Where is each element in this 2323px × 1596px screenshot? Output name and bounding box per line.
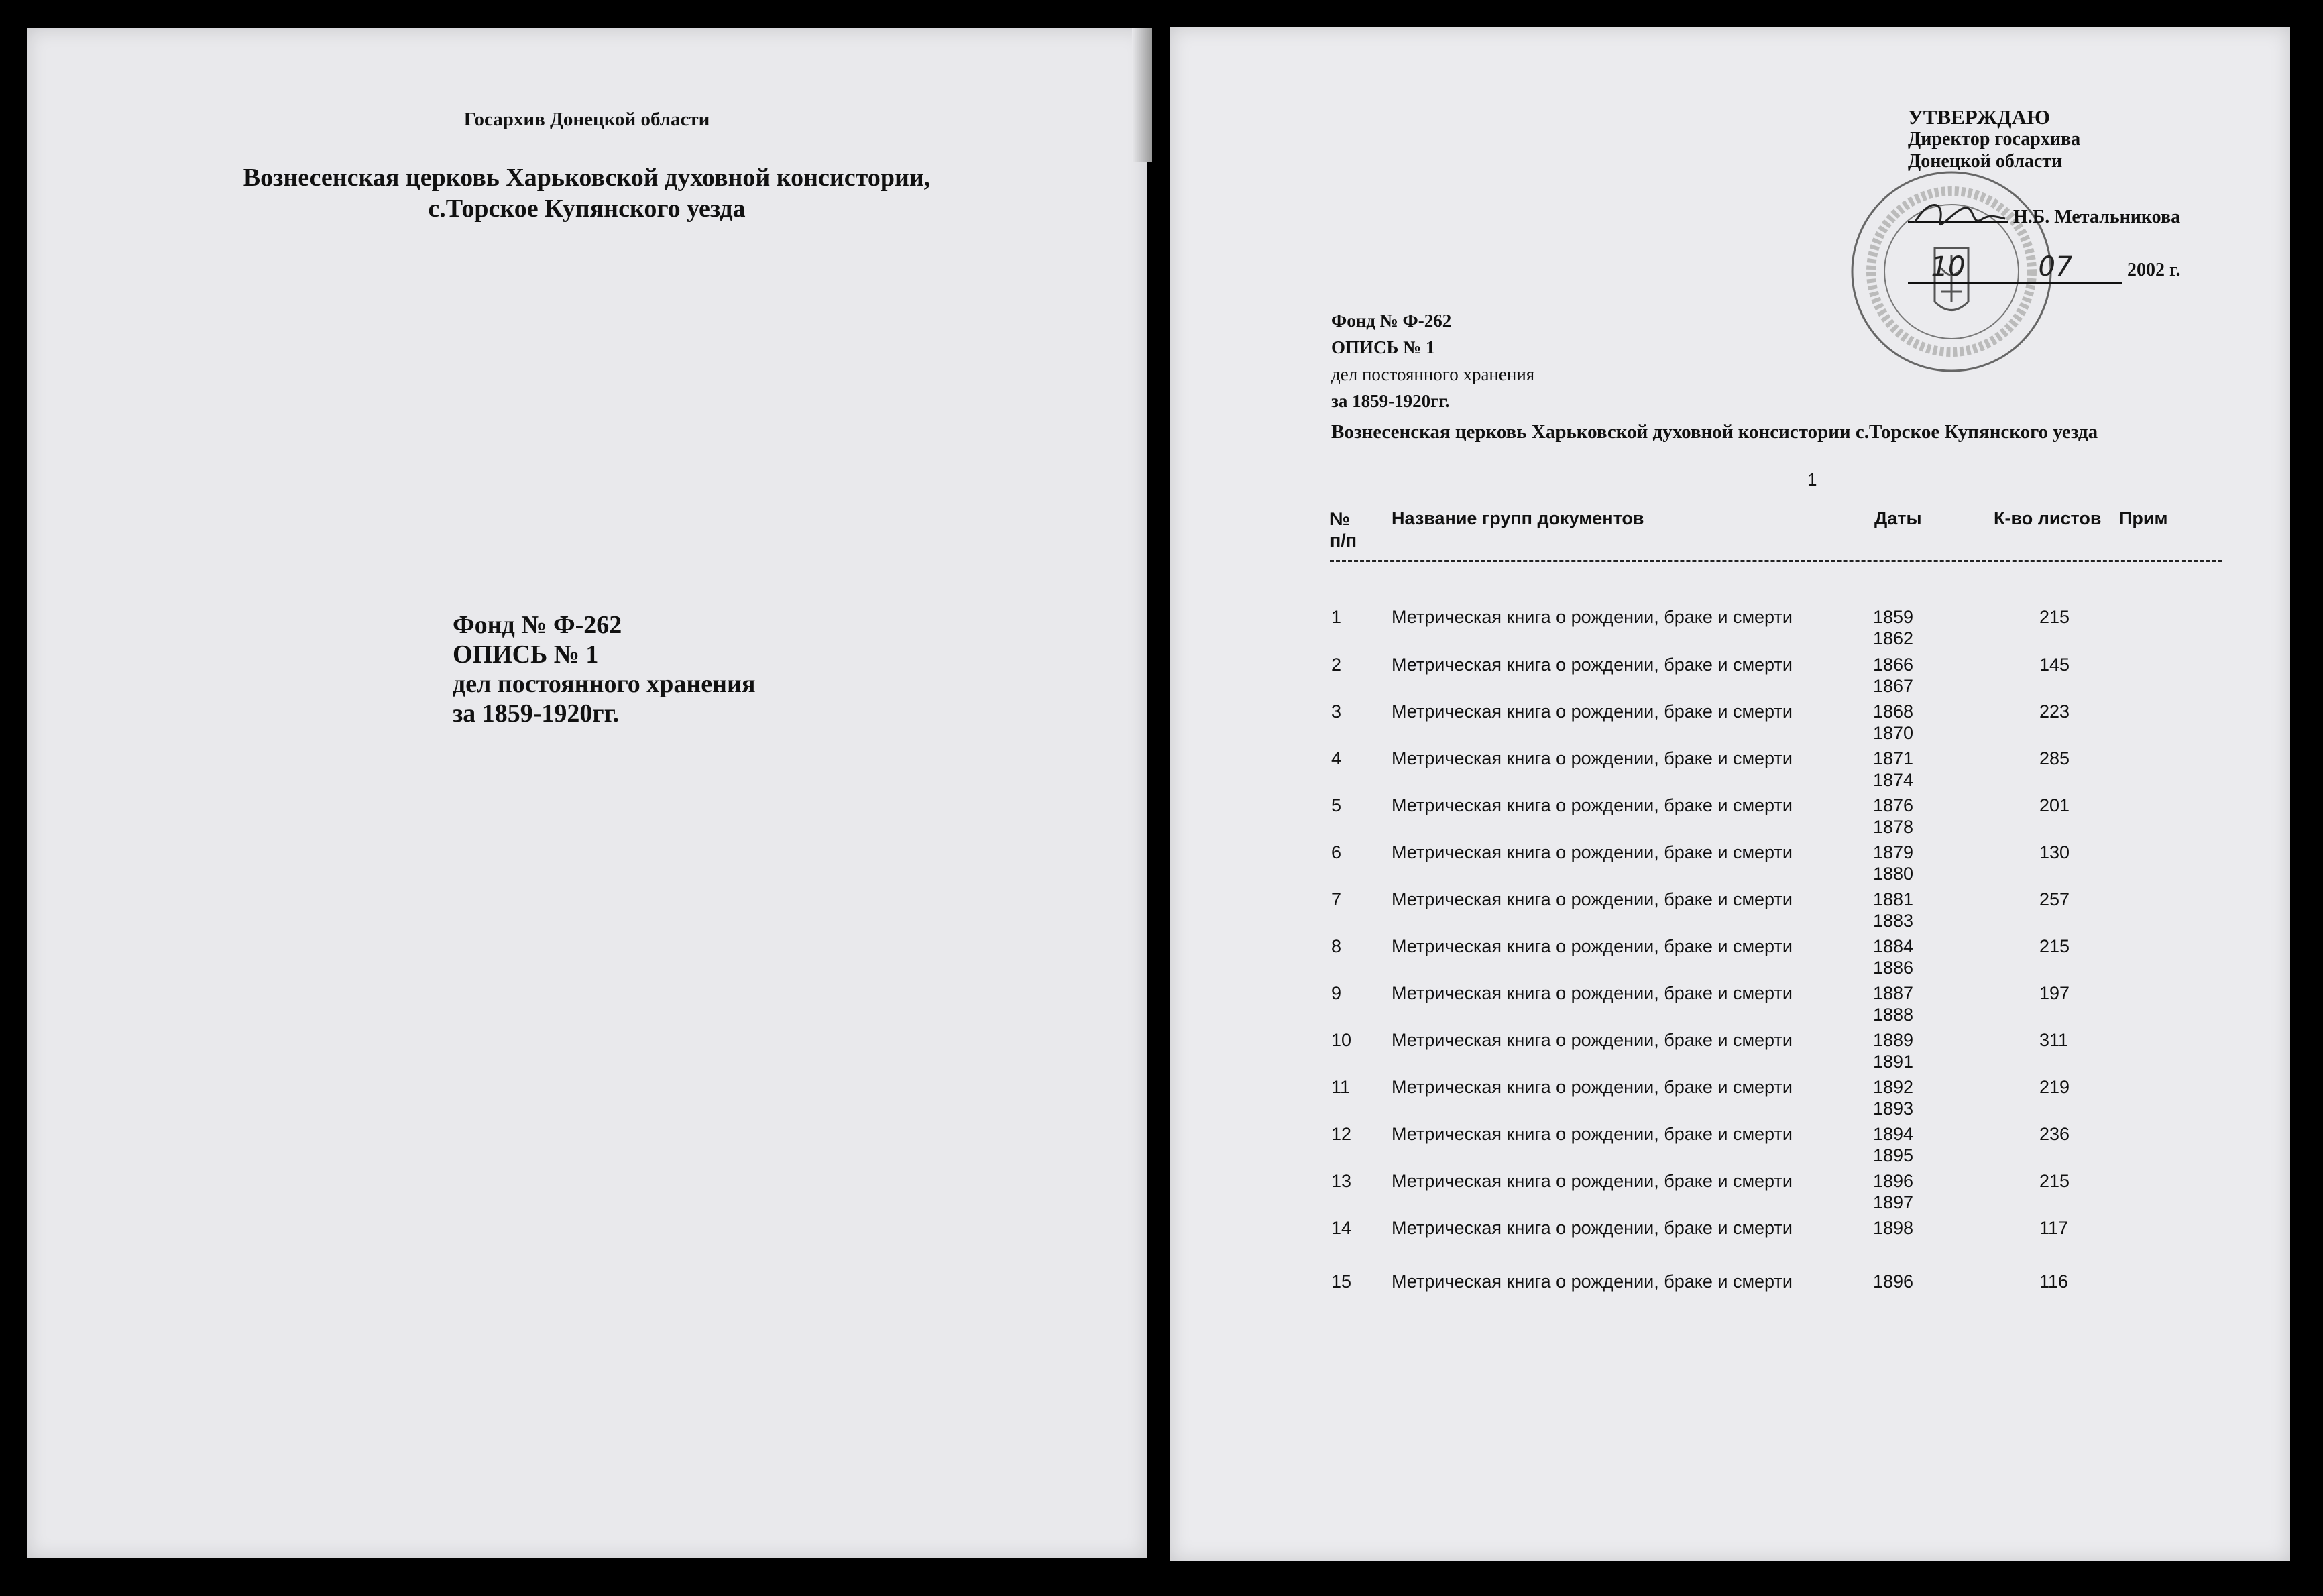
- row-sheet-count: 285: [2039, 748, 2070, 768]
- row-number: 13: [1331, 1171, 1352, 1191]
- row-number: 8: [1331, 936, 1342, 956]
- table-row: [1170, 936, 2290, 983]
- archive-name: Госархив Донецкой области: [463, 109, 710, 130]
- row-date-end: 1891: [1873, 1051, 1914, 1072]
- row-number: 15: [1331, 1271, 1352, 1292]
- storage-type: дел постоянного хранения: [1331, 364, 1535, 384]
- row-document-name: Метрическая книга о рождении, браке и смерти: [1392, 1124, 1793, 1144]
- approval-date: [1908, 251, 2181, 284]
- title-line-2: с.Торское Купянского уезда: [428, 194, 746, 223]
- church-name: Вознесенская церковь Харьковской духовной консистории с.Торское Купянского уезда: [1331, 421, 2098, 443]
- table-row: [1170, 1171, 2290, 1218]
- row-date-start: 1896: [1873, 1271, 1914, 1292]
- row-date-start: 1871: [1873, 748, 1914, 768]
- row-date-end: 1867: [1873, 676, 1914, 696]
- table-row: [1170, 1218, 2290, 1265]
- row-date-end: 1888: [1873, 1005, 1914, 1025]
- header-dates: Даты: [1874, 508, 1922, 528]
- row-sheet-count: 197: [2039, 983, 2070, 1003]
- right-page: [1170, 27, 2290, 1561]
- row-date-end: 1880: [1873, 864, 1914, 884]
- row-date-end: 1883: [1873, 911, 1914, 931]
- table-row: [1170, 1124, 2290, 1171]
- table-row: [1170, 748, 2290, 795]
- approval-block: [1908, 106, 2080, 172]
- row-date-start: 1859: [1873, 607, 1914, 627]
- fond-info-block: [1331, 307, 1534, 414]
- table-row: [1170, 1271, 2290, 1318]
- signature-icon: [1908, 221, 2008, 223]
- row-document-name: Метрическая книга о рождении, браке и смерти: [1392, 748, 1793, 768]
- row-date-start: 1892: [1873, 1077, 1914, 1097]
- approval-position-line-1: Директор госархива: [1908, 129, 2081, 150]
- row-document-name: Метрическая книга о рождении, браке и смерти: [1392, 1030, 1793, 1050]
- row-date-end: 1895: [1873, 1145, 1914, 1165]
- row-date-start: 1876: [1873, 795, 1914, 815]
- row-document-name: Метрическая книга о рождении, браке и смерти: [1392, 654, 1793, 675]
- row-date-end: 1878: [1873, 817, 1914, 837]
- left-page: [27, 28, 1147, 1558]
- row-date-start: 1868: [1873, 701, 1914, 722]
- row-date-end: 1897: [1873, 1192, 1914, 1212]
- row-sheet-count: 215: [2039, 607, 2070, 627]
- row-date-start: 1889: [1873, 1030, 1914, 1050]
- approval-position-line-2: Донецкой области: [1908, 151, 2063, 172]
- header-sheets: К-во листов: [1994, 508, 2102, 528]
- page-fold-shadow: [1132, 28, 1152, 162]
- row-date-end: 1893: [1873, 1098, 1914, 1119]
- row-date-end: 1874: [1873, 770, 1914, 790]
- row-number: 3: [1331, 701, 1342, 722]
- row-sheet-count: 236: [2039, 1124, 2070, 1144]
- row-sheet-count: 130: [2039, 842, 2070, 862]
- table-row: [1170, 889, 2290, 936]
- table-row: [1170, 842, 2290, 889]
- header-divider: [1330, 560, 2222, 562]
- period: за 1859-1920гг.: [1331, 391, 1450, 411]
- date-month: 07: [2038, 251, 2073, 282]
- row-document-name: Метрическая книга о рождении, браке и смерти: [1392, 936, 1793, 956]
- document-title: [27, 162, 1147, 224]
- row-number: 2: [1331, 654, 1342, 675]
- approval-heading: УТВЕРЖДАЮ: [1908, 105, 2050, 129]
- row-date-end: 1862: [1873, 628, 1914, 648]
- row-sheet-count: 201: [2039, 795, 2070, 815]
- row-date-start: 1881: [1873, 889, 1914, 909]
- row-document-name: Метрическая книга о рождении, браке и смерти: [1392, 889, 1793, 909]
- table-row: [1170, 795, 2290, 842]
- fond-info-block: [453, 610, 756, 728]
- opis-number: ОПИСЬ № 1: [1331, 337, 1435, 357]
- row-number: 5: [1331, 795, 1342, 815]
- header-name: Название групп документов: [1392, 508, 1644, 528]
- storage-type: дел постоянного хранения: [453, 670, 756, 698]
- header-number-line-1: №: [1330, 509, 1351, 529]
- row-date-start: 1898: [1873, 1218, 1914, 1238]
- row-date-start: 1894: [1873, 1124, 1914, 1144]
- fond-number: Фонд № Ф-262: [453, 611, 622, 639]
- row-sheet-count: 215: [2039, 1171, 2070, 1191]
- row-sheet-count: 257: [2039, 889, 2070, 909]
- row-date-start: 1866: [1873, 654, 1914, 675]
- row-document-name: Метрическая книга о рождении, браке и смерти: [1392, 1171, 1793, 1191]
- row-document-name: Метрическая книга о рождении, браке и смерти: [1392, 1077, 1793, 1097]
- row-date-start: 1879: [1873, 842, 1914, 862]
- row-number: 1: [1331, 607, 1342, 627]
- signature-line: [1908, 207, 2180, 228]
- opis-number: ОПИСЬ № 1: [453, 640, 599, 669]
- row-document-name: Метрическая книга о рождении, браке и смерти: [1392, 795, 1793, 815]
- row-number: 7: [1331, 889, 1342, 909]
- table-row: [1170, 1077, 2290, 1124]
- row-document-name: Метрическая книга о рождении, браке и смерти: [1392, 983, 1793, 1003]
- row-sheet-count: 219: [2039, 1077, 2070, 1097]
- row-number: 9: [1331, 983, 1342, 1003]
- table-row: [1170, 701, 2290, 748]
- date-year: 2002 г.: [2127, 260, 2181, 280]
- page-number: 1: [1807, 469, 1817, 490]
- row-number: 4: [1331, 748, 1342, 768]
- row-number: 14: [1331, 1218, 1352, 1238]
- header-note: Прим: [2119, 508, 2168, 528]
- row-document-name: Метрическая книга о рождении, браке и смерти: [1392, 607, 1793, 627]
- row-document-name: Метрическая книга о рождении, браке и смерти: [1392, 1271, 1793, 1292]
- header-number: [1330, 508, 1357, 551]
- row-date-start: 1884: [1873, 936, 1914, 956]
- table-row: [1170, 654, 2290, 701]
- date-day: 10: [1931, 251, 1966, 282]
- row-document-name: Метрическая книга о рождении, браке и смерти: [1392, 701, 1793, 722]
- table-row: [1170, 607, 2290, 654]
- fond-number: Фонд № Ф-262: [1331, 310, 1452, 331]
- row-sheet-count: 223: [2039, 701, 2070, 722]
- row-number: 12: [1331, 1124, 1352, 1144]
- row-number: 6: [1331, 842, 1342, 862]
- signer-name: Н.Б. Метальникова: [2013, 207, 2181, 227]
- row-number: 11: [1331, 1077, 1351, 1097]
- period: за 1859-1920гг.: [453, 699, 620, 728]
- row-sheet-count: 311: [2039, 1030, 2069, 1050]
- table-row: [1170, 983, 2290, 1030]
- title-line-1: Вознесенская церковь Харьковской духовной консистории,: [243, 164, 931, 192]
- row-document-name: Метрическая книга о рождении, браке и смерти: [1392, 1218, 1793, 1238]
- row-date-end: 1870: [1873, 723, 1914, 743]
- row-date-start: 1896: [1873, 1171, 1914, 1191]
- row-sheet-count: 117: [2039, 1218, 2069, 1238]
- row-date-start: 1887: [1873, 983, 1914, 1003]
- row-document-name: Метрическая книга о рождении, браке и смерти: [1392, 842, 1793, 862]
- row-sheet-count: 145: [2039, 654, 2070, 675]
- row-sheet-count: 116: [2039, 1271, 2069, 1292]
- header-number-line-2: п/п: [1330, 530, 1357, 551]
- row-sheet-count: 215: [2039, 936, 2070, 956]
- table-row: [1170, 1030, 2290, 1077]
- row-number: 10: [1331, 1030, 1352, 1050]
- row-date-end: 1886: [1873, 958, 1914, 978]
